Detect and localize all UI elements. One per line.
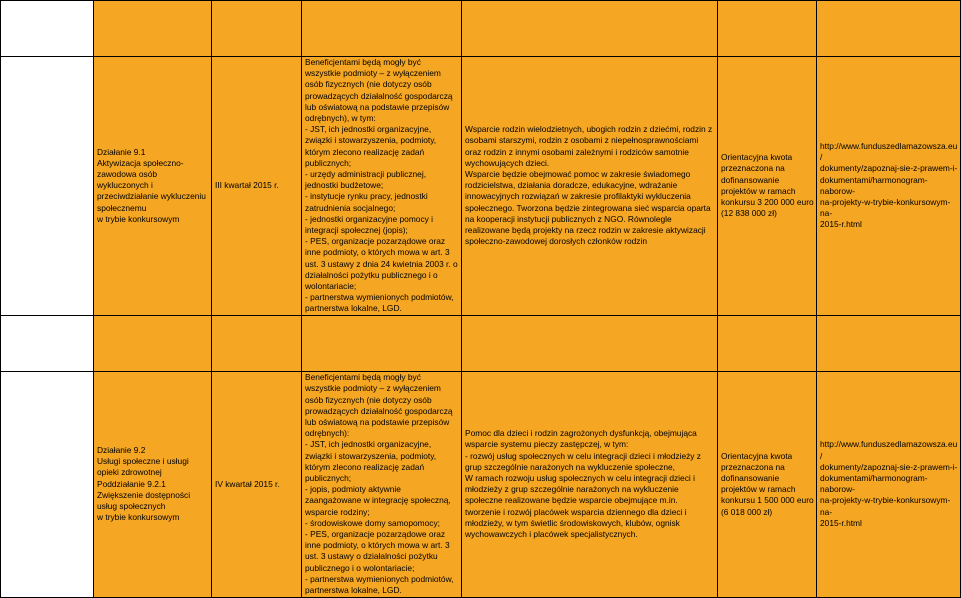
empty-cell [462, 1, 718, 57]
quarter-cell: III kwartał 2015 r. [212, 57, 302, 316]
url-cell[interactable]: http://www.funduszedlamazowsza.eu/ dokumenty/zapoznaj-sie-z-prawem-i- dokumentami/harmonogram-naborow- na-projekty-w-trybie-konkursowym-na- 2015-r.html [817, 57, 961, 316]
table-top-strip [1, 1, 961, 57]
empty-cell [817, 1, 961, 57]
stub-cell [1, 371, 94, 597]
url-cell[interactable]: http://www.funduszedlamazowsza.eu/ dokumenty/zapoznaj-sie-z-prawem-i- dokumentami/harmonogram-naborow- na-projekty-w-trybie-konkursowym-na- 2015-r.html [817, 371, 961, 597]
empty-cell [94, 1, 212, 57]
table-row [1, 57, 961, 316]
scope-cell: Pomoc dla dzieci i rodzin zagrożonych dysfunkcją, obejmująca wsparcie systemu pieczy zastępczej, w tym: - rozwój usług społecznych w celu integracji dzieci i młodzieży z grup szczególnie narażonych na wykluczenie społeczne, W ramach rozwoju usług społecznych w celu integracji dzieci i młodzieży z grup szczególnie narażonych na wykluczenie społeczne realizowane będzie wsparcie obejmujące m.in. tworzenie i rozwój placówek wsparcia dziennego dla dzieci i młodzieży, w tym świetlic środowiskowych, klubów, ognisk wychowawczych i placówek specjalistycznych. [462, 371, 718, 597]
empty-cell [94, 315, 212, 371]
empty-cell [718, 315, 817, 371]
empty-cell [212, 1, 302, 57]
empty-cell [718, 1, 817, 57]
action-cell: Działanie 9.1 Aktywizacja społeczno-zawodowa osób wykluczonych i przeciwdziałanie wykluczeniu społecznemu w trybie konkursowym [94, 57, 212, 316]
stub-cell [1, 315, 94, 371]
beneficiaries-cell: Beneficjentami będą mogły być wszystkie podmioty – z wyłączeniem osób fizycznych (nie dotyczy osób prowadzących działalność gospodarczą lub oświatową na podstawie przepisów odrębnych), w tym: - JST, ich jednostki organizacyjne, związki i stowarzyszenia, podmioty, którym zlecono realizację zadań publicznych; - urzędy administracji publicznej, jednostki budżetowe; - instytucje rynku pracy, jednostki zatrudnienia socjalnego; - jednostki organizacyjne pomocy i integracji społecznej (jopis); - PES, organizacje pozarządowe oraz inne podmioty, o których mowa w art. 3 ust. 3 ustawy z dnia 24 kwietnia 2003 r. o działalności pożytku publicznego i o wolontariacie; - partnerstwa wymienionych podmiotów, partnerstwa lokalne, LGD. [302, 57, 462, 316]
stub-cell [1, 57, 94, 316]
stub-cell [1, 1, 94, 57]
quarter-cell: IV kwartał 2015 r. [212, 371, 302, 597]
empty-cell [302, 1, 462, 57]
table-gap-row [1, 315, 961, 371]
action-cell: Działanie 9.2 Usługi społeczne i usługi opieki zdrowotnej Poddziałanie 9.2.1 Zwiększenie dostępności usług społecznych w trybie konkursowym [94, 371, 212, 597]
amount-cell: Orientacyjna kwota przeznaczona na dofinansowanie projektów w ramach konkursu 3 200 000 euro (12 838 000 zł) [718, 57, 817, 316]
empty-cell [817, 315, 961, 371]
empty-cell [462, 315, 718, 371]
table-row [1, 371, 961, 597]
amount-cell: Orientacyjna kwota przeznaczona na dofinansowanie projektów w ramach konkursu 1 500 000 euro (6 018 000 zł) [718, 371, 817, 597]
beneficiaries-cell: Beneficjentami będą mogły być wszystkie podmioty – z wyłączeniem osób fizycznych (nie dotyczy osób prowadzących działalność gospodarczą lub oświatową na podstawie przepisów odrębnych): - JST, ich jednostki organizacyjne, związki i stowarzyszenia, podmioty, którym zlecono realizację zadań publicznych; - jopis, podmioty aktywnie zaangażowane w integrację społeczną, wsparcie rodziny; - środowiskowe domy samopomocy; - PES, organizacje pozarządowe oraz inne podmioty, o których mowa w art. 3 ust. 3 ustawy o działalności pożytku publicznego i o wolontariacie; - partnerstwa wymienionych podmiotów, partnerstwa lokalne, LGD. [302, 371, 462, 597]
empty-cell [212, 315, 302, 371]
empty-cell [302, 315, 462, 371]
scope-cell: Wsparcie rodzin wielodzietnych, ubogich rodzin z dziećmi, rodzin z osobami starszymi, rodzin z osobami z niepełnosprawnościami oraz rodzin z innymi osobami zależnymi i rodziców samotnie wychowujących dzieci. Wsparcie będzie obejmować pomoc w zakresie świadomego rodzicielstwa, działania doradcze, edukacyjne, wdrażanie innowacyjnych rozwiązań w zakresie profilaktyki wykluczenia społecznego. Tworzona będzie zintegrowana sieć wsparcia oparta na kooperacji instytucji publicznych z NGO. Równolegle realizowane będą projekty na rzecz rodzin w zakresie aktywizacji społeczno-zawodowej dorosłych członków rodzin [462, 57, 718, 316]
